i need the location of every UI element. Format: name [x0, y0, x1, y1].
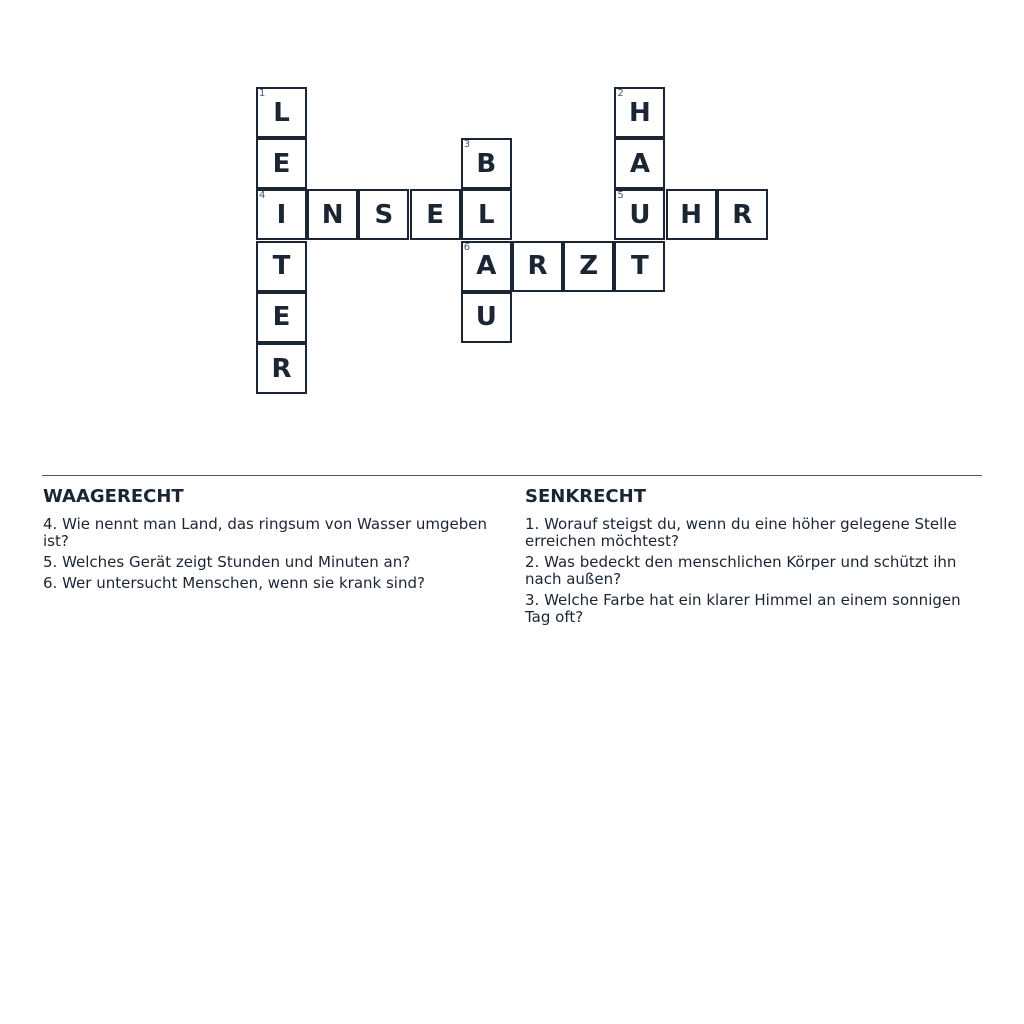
across-clues [43, 486, 499, 596]
clue-across-6: 6. Wer untersucht Menschen, wenn sie krank sind? [43, 574, 425, 592]
cell-letter: U [629, 199, 651, 230]
cell-letter: L [478, 199, 495, 230]
cell-letter: L [273, 97, 290, 128]
down-clues [525, 486, 981, 630]
cell-number: 5 [617, 190, 624, 202]
cell-letter: E [426, 199, 444, 230]
crossword-cell[interactable] [563, 241, 614, 292]
crossword-cell[interactable] [307, 189, 358, 240]
cell-letter: R [527, 251, 548, 282]
crossword-cell[interactable] [410, 189, 461, 240]
crossword-cell[interactable] [461, 241, 512, 292]
cell-letter: H [680, 199, 702, 230]
divider [42, 475, 982, 476]
cell-letter: I [276, 199, 287, 230]
cell-number: 4 [259, 190, 266, 202]
crossword-cell[interactable] [256, 189, 307, 240]
clue-down-3: 3. Welche Farbe hat ein klarer Himmel an einem sonnigen Tag oft? [525, 591, 961, 626]
crossword-cell[interactable] [461, 292, 512, 343]
clue-down-1: 1. Worauf steigst du, wenn du eine höher gelegene Stelle erreichen möchtest? [525, 515, 957, 550]
crossword-cell[interactable] [614, 189, 665, 240]
cell-letter: T [631, 251, 649, 282]
cell-number: 2 [617, 88, 624, 99]
crossword-cell[interactable] [717, 189, 768, 240]
crossword-cell[interactable] [614, 87, 665, 138]
crossword-cell[interactable] [256, 241, 307, 292]
clue-down-2: 2. Was bedeckt den menschlichen Körper und schützt ihn nach außen? [525, 553, 957, 588]
crossword-cell[interactable] [461, 189, 512, 240]
crossword-cell[interactable] [614, 241, 665, 292]
cell-number: 1 [259, 88, 266, 99]
clue-across-5: 5. Welches Gerät zeigt Stunden und Minuten an? [43, 553, 411, 571]
cell-letter: H [629, 97, 651, 128]
cell-letter: S [374, 199, 394, 230]
cell-letter: A [629, 148, 650, 179]
crossword-cell[interactable] [358, 189, 409, 240]
cell-letter: E [272, 148, 291, 179]
crossword-grid [0, 0, 1024, 420]
crossword-cell[interactable] [512, 241, 563, 292]
cell-number: 3 [463, 139, 471, 151]
cell-letter: R [271, 353, 292, 384]
cell-letter: R [732, 199, 753, 230]
cell-letter: N [321, 199, 344, 230]
crossword-cell[interactable] [666, 189, 717, 240]
cell-number: 6 [463, 241, 471, 253]
crossword-cell[interactable] [461, 138, 512, 189]
cell-letter: T [272, 251, 291, 282]
crossword-cell[interactable] [614, 138, 665, 189]
crossword-cell[interactable] [256, 138, 307, 189]
crossword-cell[interactable] [256, 292, 307, 343]
cell-letter: E [272, 302, 291, 333]
across-heading: WAAGERECHT [43, 486, 184, 507]
cell-letter: A [476, 251, 497, 282]
crossword-cell[interactable] [256, 343, 307, 394]
cell-letter: B [476, 148, 497, 179]
clue-across-4: 4. Wie nennt man Land, das ringsum von Wasser umgeben ist? [43, 515, 488, 550]
cell-letter: Z [579, 251, 599, 282]
cell-letter: U [475, 302, 497, 333]
down-heading: SENKRECHT [525, 486, 646, 507]
crossword-cell[interactable] [256, 87, 307, 138]
